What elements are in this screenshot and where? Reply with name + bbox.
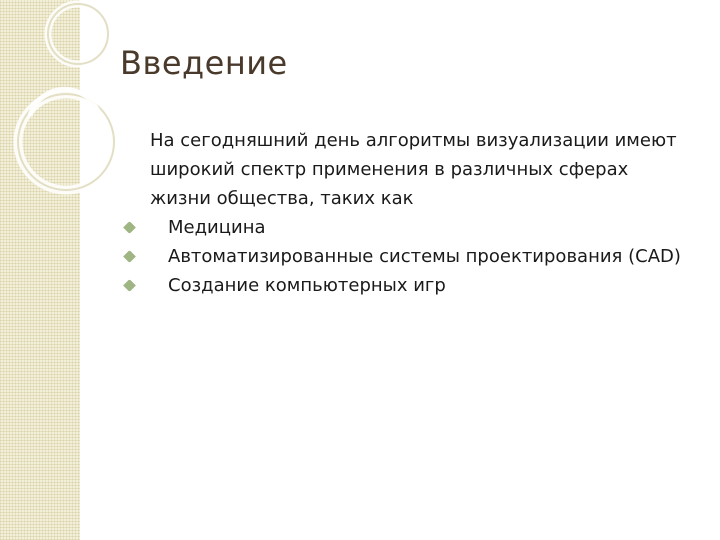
- bullet-text: Автоматизированные системы проектирования (CAD): [168, 246, 681, 267]
- leaf-bullet-icon: [123, 279, 136, 292]
- decorative-circles-icon: [0, 0, 120, 260]
- list-item: [150, 271, 690, 300]
- list-item: [150, 213, 690, 242]
- bullet-text: Создание компьютерных игр: [168, 275, 446, 296]
- leaf-bullet-icon: [123, 250, 136, 263]
- leaf-bullet-icon: [123, 221, 136, 234]
- list-item: [150, 242, 690, 271]
- bullet-list: [150, 213, 690, 300]
- slide-body: [150, 126, 690, 300]
- slide-title: Введение: [120, 44, 288, 82]
- bullet-text: Медицина: [168, 217, 266, 238]
- intro-paragraph: На сегодняшний день алгоритмы визуализации имеют широкий спектр применения в различных сферах жизни общества, таких как: [150, 130, 677, 209]
